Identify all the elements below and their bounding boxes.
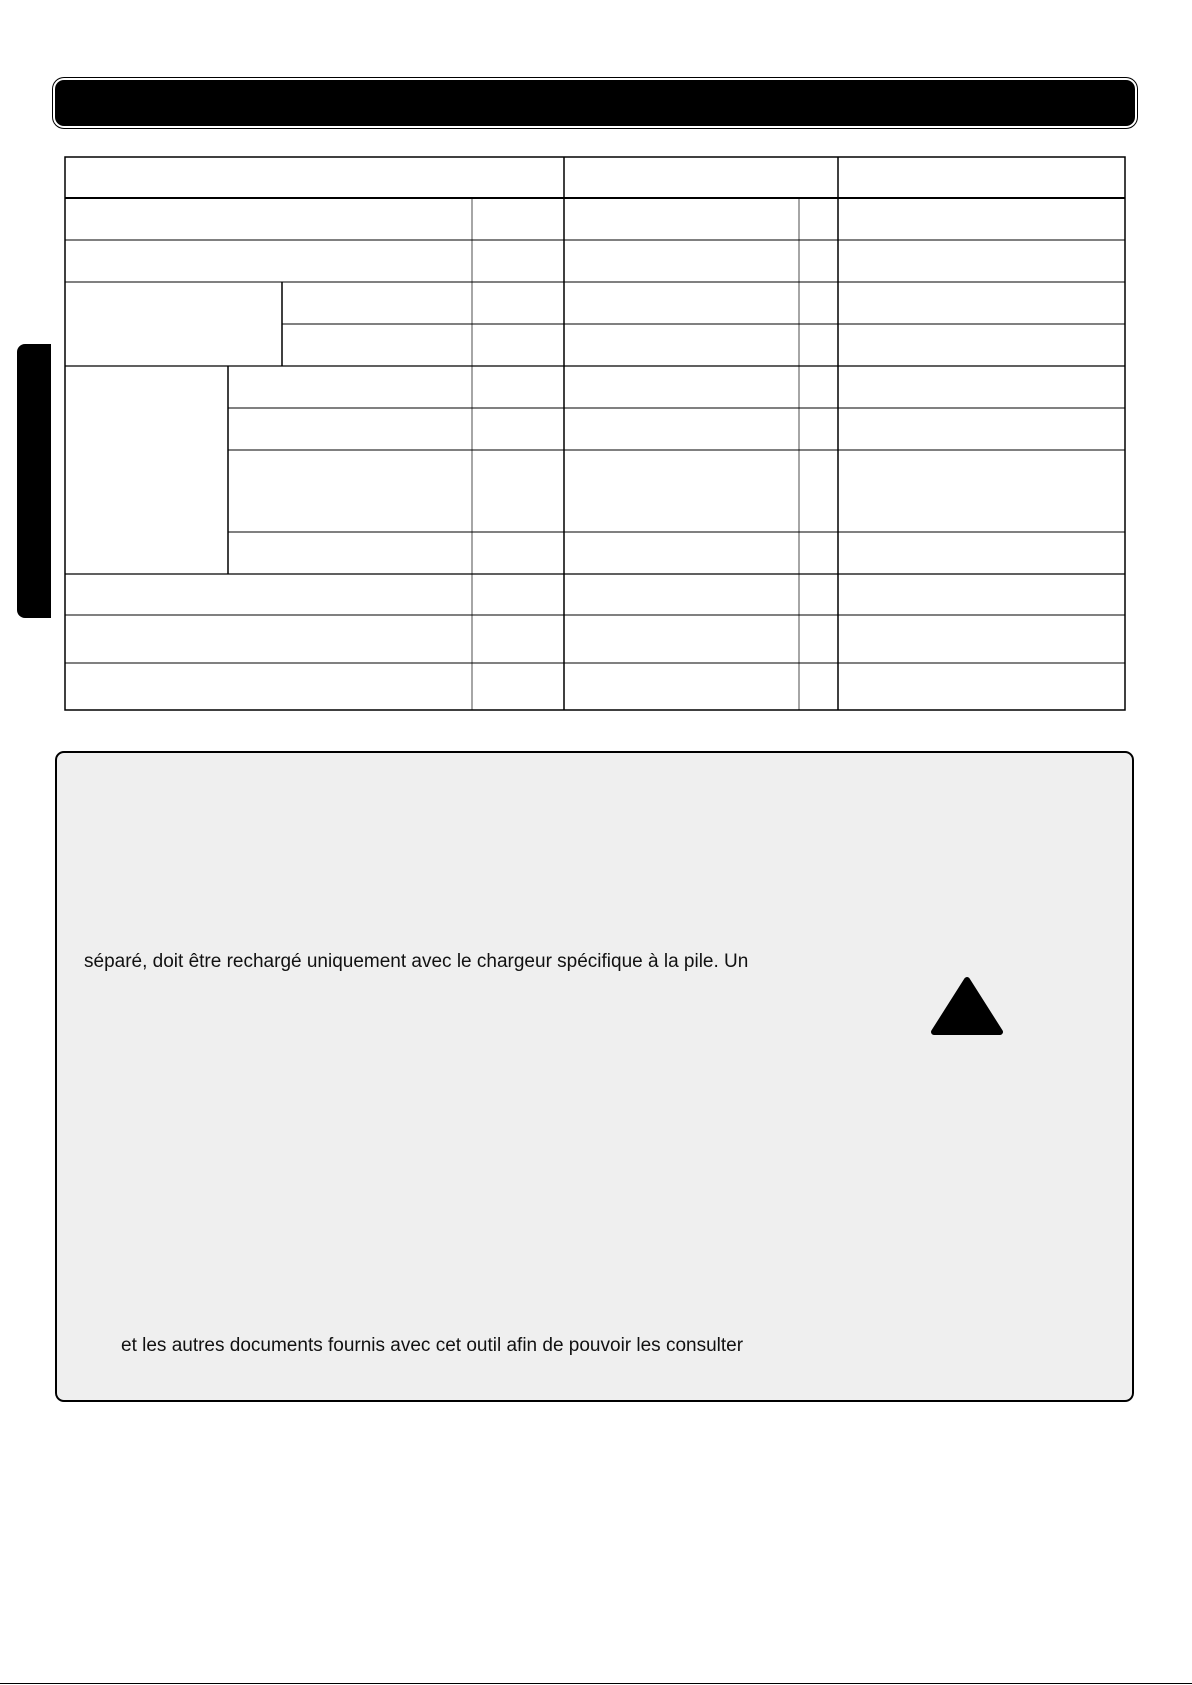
warning-text-line: séparé, doit être rechargé uniquement avec le chargeur spécifique à la pile. Un xyxy=(84,951,749,972)
warning-text-line: et les autres documents fournis avec cet outil afin de pouvoir les consulter xyxy=(121,1335,744,1356)
page-footer-rule xyxy=(0,1683,1192,1684)
safety-warning-box xyxy=(55,751,1134,1402)
warning-triangle-icon xyxy=(931,976,1003,1036)
specifications-table xyxy=(0,0,1192,720)
